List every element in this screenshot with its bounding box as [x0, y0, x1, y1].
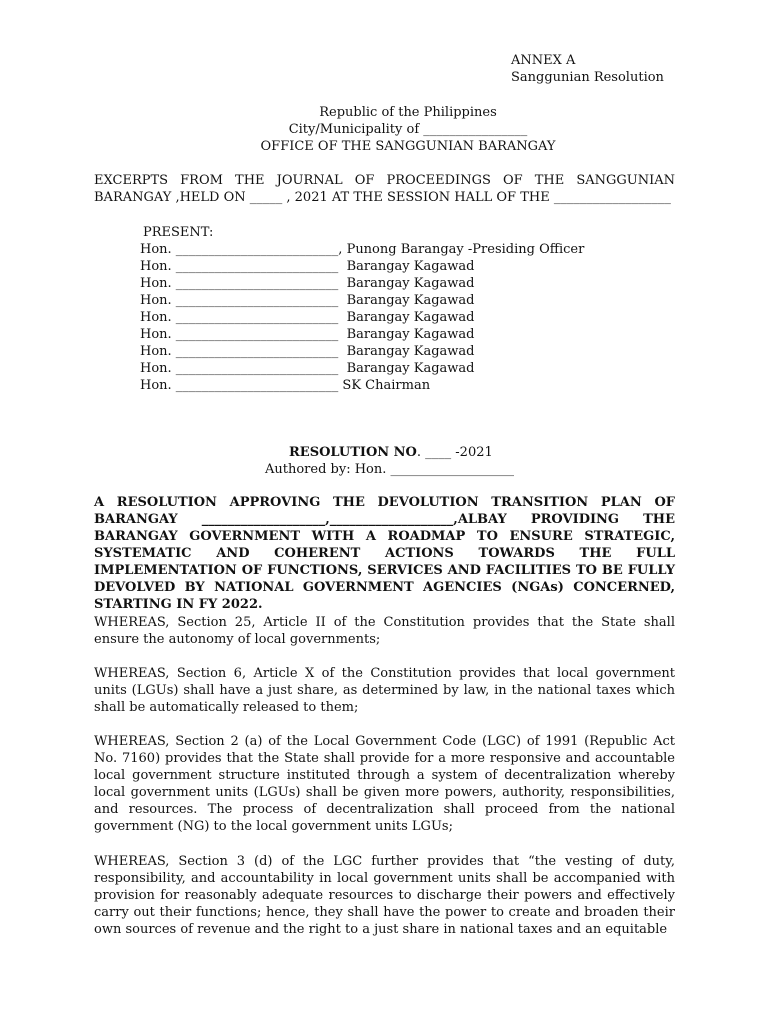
annex-subtitle: Sanggunian Resolution [511, 70, 664, 85]
present-label: PRESENT: [143, 225, 214, 240]
whereas-clause: WHEREAS, Section 25, Article II of the Constitution provides that the State shall ensure the autonomy of local governments; [94, 615, 675, 647]
authored-by: Authored by: Hon. ___________________ [265, 462, 515, 477]
present-member: Hon. _________________________ Barangay Kagawad [140, 293, 475, 308]
office-line: OFFICE OF THE SANGGUNIAN BARANGAY [260, 139, 556, 154]
present-member: Hon. _________________________ Barangay Kagawad [140, 259, 475, 274]
present-member: Hon. _________________________ Barangay Kagawad [140, 361, 475, 376]
resolution-number-value: . ____ -2021 [416, 445, 493, 460]
excerpt-paragraph: EXCERPTS FROM THE JOURNAL OF PROCEEDINGS OF THE SANGGUNIAN BARANGAY ,HELD ON _____ , 2021 AT THE SESSION HALL OF THE __________________ [94, 173, 675, 205]
whereas-clause: WHEREAS, Section 6, Article X of the Constitution provides that local government units (LGUs) shall have a just share, as determined by law, in the national taxes which shall be automatically released to them; [94, 666, 675, 715]
present-member: Hon. _________________________ Barangay Kagawad [140, 327, 475, 342]
present-member: Hon. _________________________, Punong Barangay -Presiding Officer [140, 242, 585, 257]
whereas-clause: WHEREAS, Section 2 (a) of the Local Government Code (LGC) of 1991 (Republic Act No. 7160) provides that the State shall provide for a more responsive and accountable local government structure instituted through a system of decentralization whereby local government units (LGUs) shall be given more powers, authority, responsibilities, and resources. The process of decentralization shall proceed from the national government (NG) to the local government units LGUs; [94, 734, 675, 834]
resolution-label: RESOLUTION NO [289, 445, 417, 460]
annex-label: ANNEX A [511, 53, 576, 68]
republic-line: Republic of the Philippines [319, 105, 497, 120]
municipality-line: City/Municipality of ________________ [288, 122, 528, 137]
present-member: Hon. _________________________ Barangay Kagawad [140, 344, 475, 359]
present-member: Hon. _________________________ Barangay Kagawad [140, 310, 475, 325]
resolution-title: A RESOLUTION APPROVING THE DEVOLUTION TRANSITION PLAN OF BARANGAY ___________________,___________________,ALBAY PROVIDING THE BARANGAY GOVERNMENT WITH A ROADMAP TO ENSURE STRATEGIC, SYSTEMATIC AND COHERENT ACTIONS TOWARDS THE FULL IMPLEMENTATION OF FUNCTIONS, SERVICES AND FACILITIES TO BE FULLY DEVOLVED BY NATIONAL GOVERNMENT AGENCIES (NGAs) CONCERNED, STARTING IN FY 2022. [94, 495, 675, 612]
resolution-number [289, 444, 493, 461]
whereas-clause: WHEREAS, Section 3 (d) of the LGC further provides that “the vesting of duty, responsibility, and accountability in local government units shall be accompanied with provision for reasonably adequate resources to discharge their powers and effectively carry out their functions; hence, they shall have the power to create and broaden their own sources of revenue and the right to a just share in national taxes and an equitable [94, 854, 675, 937]
present-member: Hon. _________________________ Barangay Kagawad [140, 276, 475, 291]
present-member: Hon. _________________________ SK Chairman [140, 378, 431, 393]
